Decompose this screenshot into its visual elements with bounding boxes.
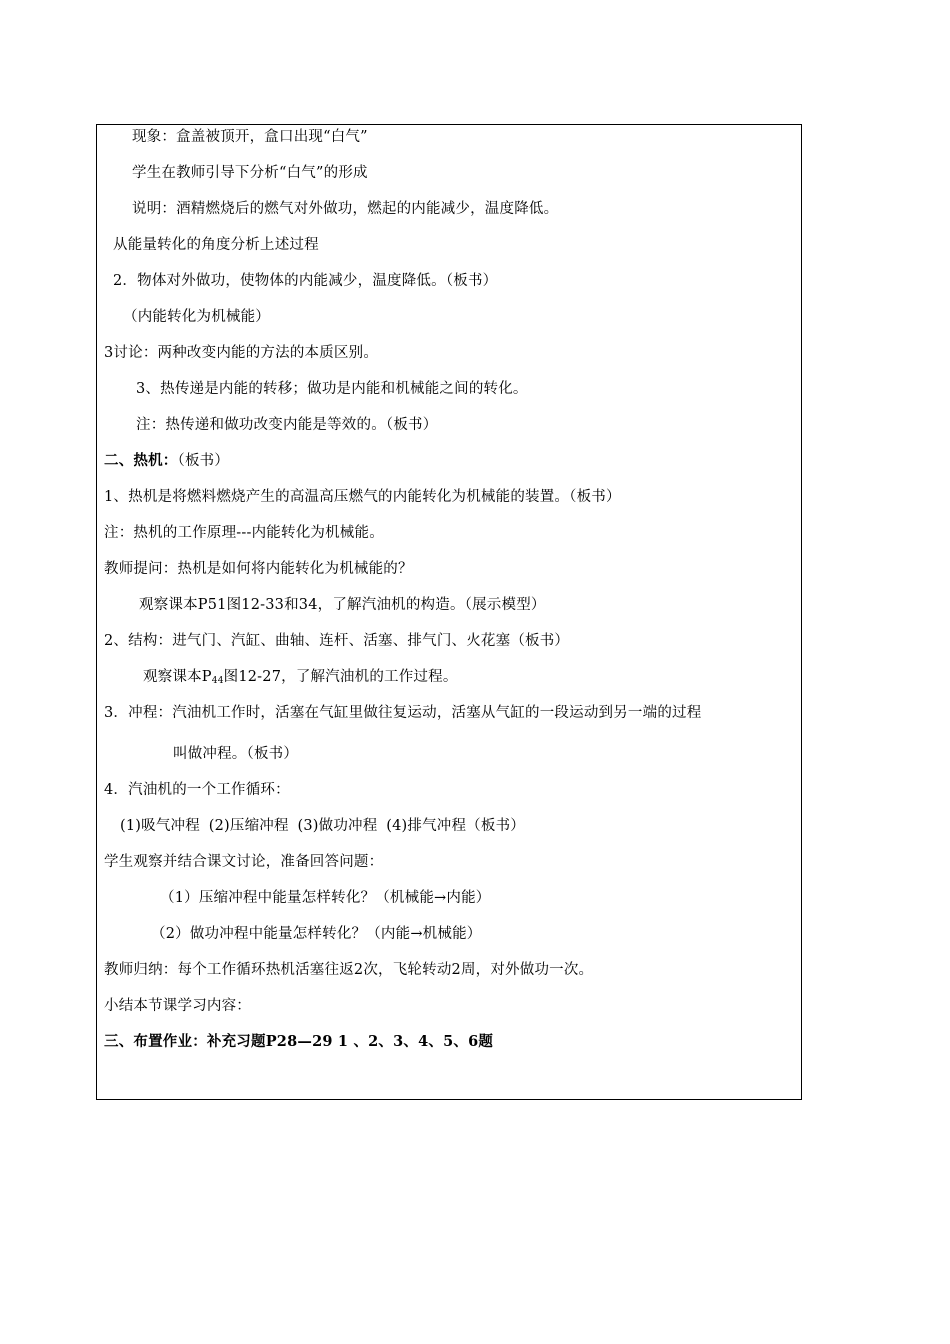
section-heading-note: （板书）	[177, 453, 230, 469]
text-line: (1)吸气冲程 (2)压缩冲程 (3)做功冲程 (4)排气冲程（板书）	[120, 818, 525, 834]
text-line: 说明：酒精燃烧后的燃气对外做功，燃起的内能减少，温度降低。	[132, 201, 559, 217]
text-line: 3、热传递是内能的转移；做功是内能和机械能之间的转化。	[136, 381, 528, 397]
section-heading-label: 二、热机：	[104, 452, 178, 469]
text-line: 从能量转化的角度分析上述过程	[113, 237, 319, 253]
text-line: 观察课本P51图12-33和34，了解汽油机的构造。（展示模型）	[139, 597, 546, 613]
text-segment: 观察课本P	[143, 669, 212, 685]
text-segment: 图12-27，了解汽油机的工作过程。	[223, 669, 458, 685]
text-line: 教师提问：热机是如何将内能转化为机械能的？	[104, 561, 413, 577]
text-line-with-subscript	[143, 667, 458, 691]
page-subscript: 44	[211, 676, 224, 686]
text-line: 3讨论：两种改变内能的方法的本质区别。	[104, 345, 379, 361]
text-line: 教师归纳：每个工作循环热机活塞往返2次，飞轮转动2周，对外做功一次。	[104, 962, 594, 978]
text-line: 现象：盒盖被顶开，盒口出现“白气”	[132, 129, 368, 145]
text-line: 1、热机是将燃料燃烧产生的高温高压燃气的内能转化为机械能的装置。（板书）	[104, 489, 621, 505]
text-line: （1）压缩冲程中能量怎样转化？（机械能→内能）	[160, 890, 491, 906]
text-line: 2、结构：进气门、汽缸、曲轴、连杆、活塞、排气门、火花塞（板书）	[104, 633, 570, 649]
text-line: 学生在教师引导下分析“白气”的形成	[132, 165, 368, 181]
text-line: 叫做冲程。（板书）	[173, 746, 299, 762]
text-line: 小结本节课学习内容：	[104, 998, 251, 1014]
text-line: 注：热机的工作原理---内能转化为机械能。	[104, 525, 384, 541]
text-line: 4．汽油机的一个工作循环：	[104, 782, 290, 798]
text-line: 2．物体对外做功，使物体的内能减少，温度降低。（板书）	[113, 273, 498, 289]
section-heading-heat-engine	[104, 451, 229, 471]
text-line: （内能转化为机械能）	[123, 309, 270, 325]
text-line: （2）做功冲程中能量怎样转化？（内能→机械能）	[151, 926, 482, 942]
text-line: 学生观察并结合课文讨论，准备回答问题：	[104, 854, 384, 870]
text-line: 3．冲程：汽油机工作时，活塞在气缸里做往复运动，活塞从气缸的一段运动到另一端的过程	[104, 705, 702, 721]
section-heading-homework: 三、布置作业：补充习题P28—29 1 、2、3、4、5、6题	[104, 1033, 494, 1050]
text-line: 注：热传递和做功改变内能是等效的。（板书）	[136, 417, 438, 433]
